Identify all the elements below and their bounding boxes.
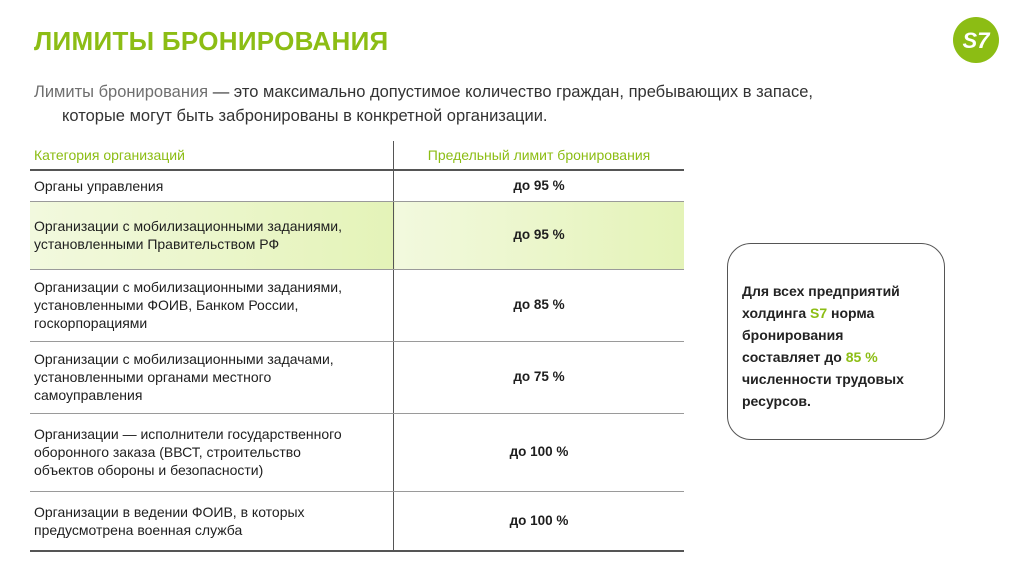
category-line: Организации с мобилизационными заданиями, (34, 279, 343, 295)
table-row (30, 491, 684, 551)
header-category: Категория организаций (30, 141, 394, 170)
category-cell (30, 341, 394, 413)
category-line: предусмотрена военная служба (34, 521, 243, 538)
callout-line: ресурсов. (742, 393, 811, 409)
category-cell (30, 413, 394, 491)
callout-text: составляет до (742, 349, 846, 365)
category-cell (30, 201, 394, 269)
callout-line: Для всех предприятий (742, 283, 900, 299)
category-line: объектов обороны и безопасности) (34, 462, 264, 478)
category-cell (30, 269, 394, 341)
limit-cell: до 100 % (394, 491, 685, 551)
callout-line: бронирования (742, 327, 844, 343)
limit-cell: до 100 % (394, 413, 685, 491)
callout-line (742, 346, 934, 368)
category-line: установленными ФОИВ, Банком России, (34, 297, 299, 313)
callout-text: холдинга (742, 305, 810, 321)
category-line: Организации — исполнители государственного (34, 426, 342, 442)
callout-line: численности трудовых (742, 371, 904, 387)
intro-line1: — это максимально допустимое количество граждан, пребывающих в запасе, (208, 83, 813, 101)
callout-line (742, 302, 934, 324)
logo-text: S7 (962, 28, 990, 53)
category-line: Организации с мобилизационными заданиями, (34, 218, 343, 234)
table-row (30, 341, 684, 413)
category-cell (30, 491, 394, 551)
table-row (30, 269, 684, 341)
s7-norm-callout (727, 243, 945, 440)
limit-cell: до 85 % (394, 269, 685, 341)
intro-line2: которые могут быть забронированы в конкретной организации. (62, 107, 548, 125)
limits-table (30, 141, 684, 552)
category-line: госкорпорациями (34, 315, 148, 331)
table-row (30, 201, 684, 269)
category-line: Организации в ведении ФОИВ, в которых (34, 503, 305, 520)
header-limit: Предельный лимит бронирования (394, 141, 685, 170)
table-row (30, 413, 684, 491)
intro-text (34, 80, 954, 128)
limit-cell: до 75 % (394, 341, 685, 413)
intro-term: Лимиты бронирования (34, 83, 209, 101)
category-line: установленными Правительством РФ (34, 236, 280, 252)
callout-text: норма (827, 305, 875, 321)
brand-name: S7 (810, 305, 828, 321)
limit-cell: до 95 % (394, 170, 685, 201)
table-header-row (30, 141, 684, 170)
page-title: ЛИМИТЫ БРОНИРОВАНИЯ (34, 26, 389, 56)
category-line: установленными органами местного (34, 369, 272, 385)
category-cell (30, 170, 394, 201)
norm-percent: 85 % (845, 349, 878, 365)
s7-logo (952, 16, 1000, 64)
category-line: Организации с мобилизационными задачами, (34, 351, 334, 367)
category-line: самоуправления (34, 387, 143, 403)
limit-cell: до 95 % (394, 201, 685, 269)
table-row (30, 170, 684, 201)
category-line: оборонного заказа (ВВСТ, строительство (34, 444, 301, 460)
category-line: Органы управления (34, 177, 164, 194)
